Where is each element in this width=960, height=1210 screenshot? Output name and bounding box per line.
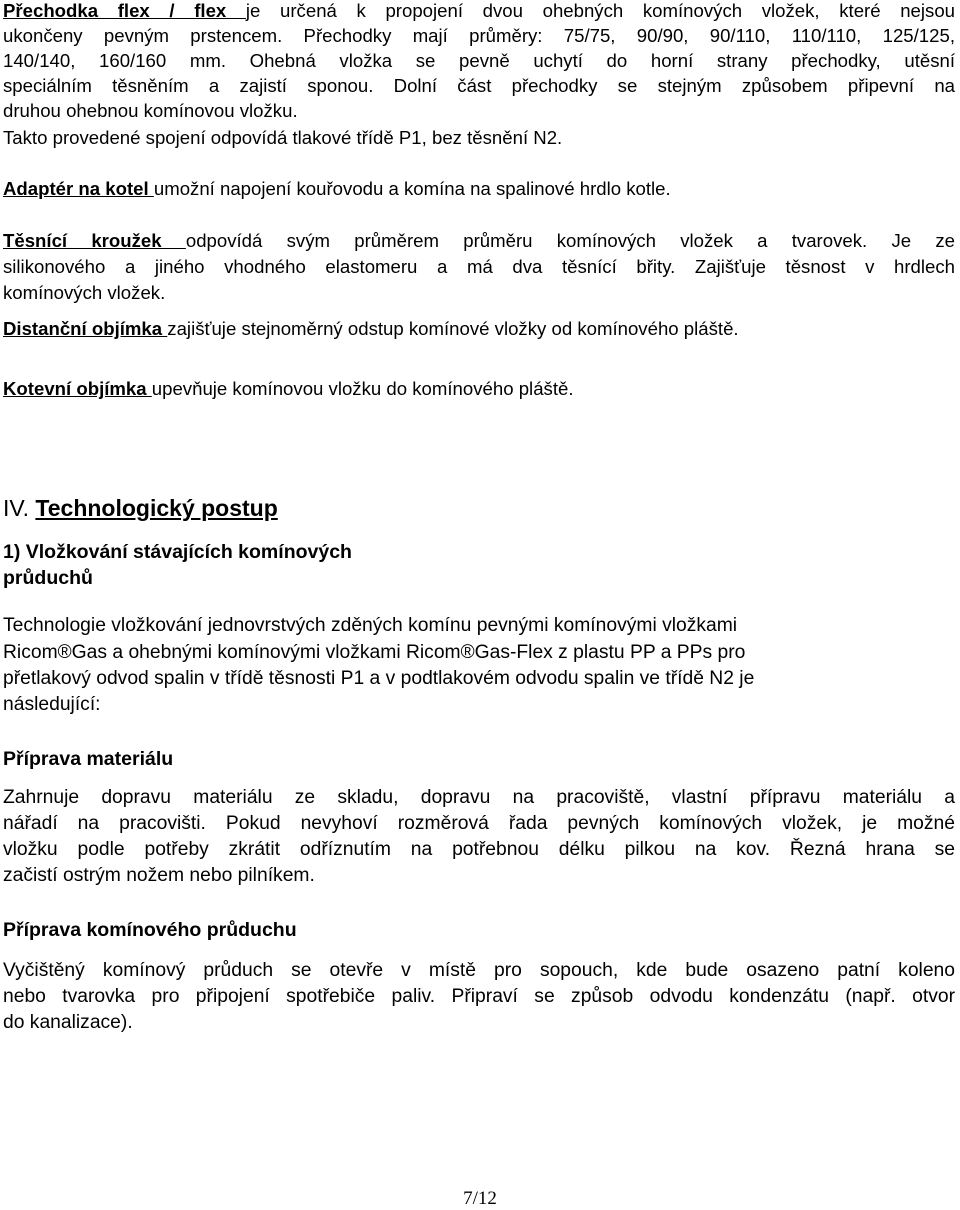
distancni-line <box>3 318 955 340</box>
prechodka-line-3: 140/140, 160/160 mm. Ohebná vložka se pevně uchytí do horní strany přechodky, utěsní <box>3 50 955 71</box>
pruduch-line-1: Vyčištěný komínový průduch se otevře v místě pro sopouch, kde bude osazeno patní koleno <box>3 960 955 981</box>
intro-line-1: Technologie vložkování jednovrstvých zděných komínu pevnými komínovými vložkami <box>3 615 738 636</box>
prechodka-term: Přechodka flex / flex <box>3 0 246 21</box>
material-line-2: nářadí na pracovišti. Pokud nevyhoví rozměrová řada pevných komínových vložek, je možné <box>3 813 955 834</box>
intro-ricom-1: Ricom <box>3 642 58 663</box>
prechodka-line-6: Takto provedené spojení odpovídá tlakové třídě P1, bez těsnění N2. <box>3 127 563 148</box>
intro-line-2 <box>3 641 955 665</box>
registered-mark-2: ® <box>460 642 475 663</box>
adapter-term: Adaptér na kotel <box>3 178 154 199</box>
adapter-line <box>3 178 955 200</box>
krouzek-line-1 <box>3 230 955 252</box>
material-heading: Příprava materiálu <box>3 748 174 770</box>
material-line-3: vložku podle potřeby zkrátit odříznutím na potřebnou délku pilkou na kov. Řezná hrana se <box>3 839 955 860</box>
pruduch-line-3: do kanalizace). <box>3 1012 133 1033</box>
section-number: IV. <box>3 495 30 521</box>
registered-mark-1: ® <box>57 642 72 663</box>
pruduch-line-2: nebo tvarovka pro připojení spotřebiče paliv. Připraví se způsob odvodu kondenzátu (např. otvor <box>3 986 955 1007</box>
intro-line-4: následující: <box>3 694 101 715</box>
prechodka-text: je určená k propojení dvou ohebných komínových vložek, které nejsou <box>245 0 956 21</box>
section-title: Technologický postup <box>35 495 278 521</box>
krouzek-term: Těsnící kroužek <box>3 230 186 251</box>
subsection-heading-line-2: průduchů <box>3 567 93 589</box>
material-line-1: Zahrnuje dopravu materiálu ze skladu, dopravu na pracoviště, vlastní přípravu materiálu a <box>3 787 955 808</box>
distancni-text: zajišťuje stejnoměrný odstup komínové vložky od komínového pláště. <box>167 318 739 339</box>
subsection-heading-line-1: 1) Vložkování stávajících komínových <box>3 541 352 563</box>
kotevni-text: upevňuje komínovou vložku do komínového pláště. <box>151 378 574 399</box>
section-heading <box>3 494 955 522</box>
prechodka-line-1 <box>3 0 955 22</box>
krouzek-line-3: komínových vložek. <box>3 282 166 303</box>
pruduch-heading: Příprava komínového průduchu <box>3 919 297 941</box>
intro-ricom-2: Gas a ohebnými komínovými vložkami Ricom <box>71 642 461 663</box>
distancni-term: Distanční objímka <box>3 318 168 339</box>
krouzek-text: odpovídá svým průměrem průměru komínových vložek a tvarovek. Je ze <box>185 230 955 251</box>
intro-line-3: přetlakový odvod spalin v třídě těsnosti P1 a v podtlakovém odvodu spalin ve třídě N2 je <box>3 668 755 689</box>
kotevni-line <box>3 378 955 400</box>
kotevni-term: Kotevní objímka <box>3 378 152 399</box>
intro-gas-flex: Gas-Flex z plastu PP a PPs pro <box>474 642 746 663</box>
page-number: 7/12 <box>463 1188 497 1209</box>
krouzek-line-2: silikonového a jiného vhodného elastomeru a má dva těsnící břity. Zajišťuje těsnost v hrdlech <box>3 256 955 277</box>
adapter-text: umožní napojení kouřovodu a komína na spalinové hrdlo kotle. <box>153 178 671 199</box>
prechodka-line-5: druhou ohebnou komínovou vložku. <box>3 100 298 121</box>
prechodka-line-2: ukončeny pevným prstencem. Přechodky mají průměry: 75/75, 90/90, 90/110, 110/110, 125/125, <box>3 25 955 46</box>
material-line-4: začistí ostrým nožem nebo pilníkem. <box>3 865 315 886</box>
prechodka-line-4: speciálním těsněním a zajistí sponou. Dolní část přechodky se stejným způsobem připevní na <box>3 75 955 96</box>
